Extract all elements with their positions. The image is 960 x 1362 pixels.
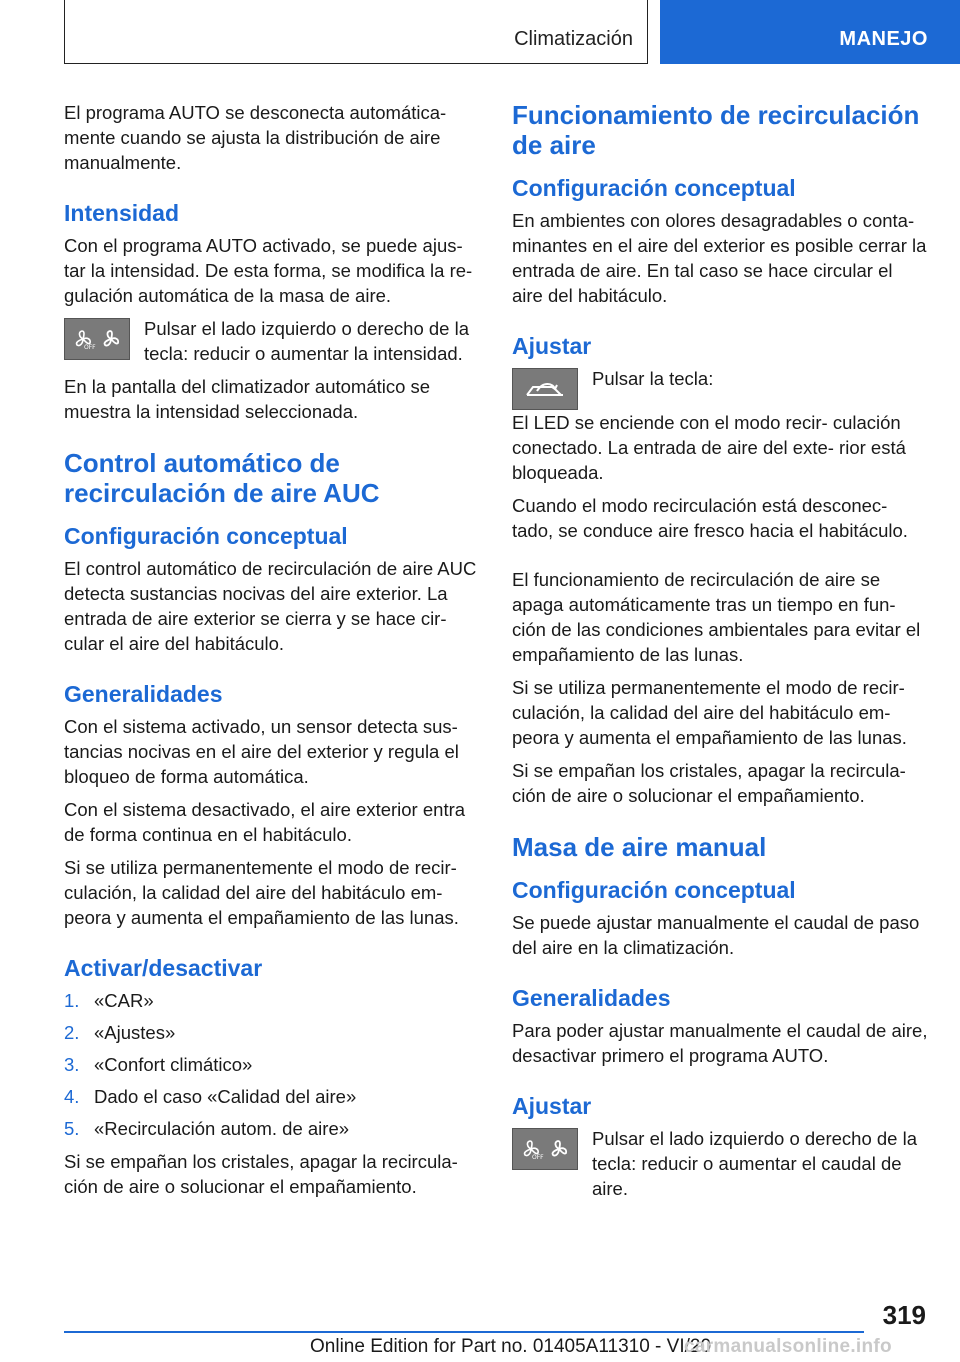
fan-intensity-button-icon	[64, 318, 130, 360]
svg-text:OFF: OFF	[84, 344, 96, 351]
masa-concept-paragraph: Se puede ajustar manualmente el caudal de paso del aire en la climatización.	[512, 912, 920, 958]
intensidad-icon-text: Pulsar el lado izquierdo o derecho de la tecla: reducir o aumentar la intensidad.	[144, 318, 469, 364]
step-number: 3.	[64, 1054, 80, 1075]
intensidad-display-paragraph: En la pantalla del climatizador automático se muestra la intensidad seleccionada.	[64, 376, 431, 422]
intensidad-paragraph: Con el programa AUTO activado, se puede ajus- tar la intensidad. De esta forma, se modifica la re- gulación automática de la masa de aire.	[64, 235, 473, 306]
ajustar-icon-line2: El LED se enciende con el modo recir- culación conectado. La entrada de aire del exte- rior está bloqueada.	[512, 412, 906, 483]
step-text: «CAR»	[94, 990, 154, 1011]
list-item	[64, 1084, 478, 1109]
chapter-tab-label: MANEJO	[839, 28, 928, 50]
activar-after-paragraph: Si se empañan los cristales, apagar la recircula- ción de aire o solucionar el empañamiento.	[64, 1151, 458, 1197]
recirc-heading: Funcionamiento de recirculación de aire	[512, 100, 920, 160]
step-text: «Ajustes»	[94, 1022, 176, 1043]
auc-concept-heading: Configuración conceptual	[64, 523, 348, 549]
generalidades-paragraph-2: Con el sistema desactivado, el aire exterior entra de forma continua en el habitáculo.	[64, 799, 466, 845]
section-title: Climatización	[514, 28, 633, 50]
ajustar-heading: Ajustar	[512, 333, 592, 359]
masa-generalidades-heading: Generalidades	[512, 985, 671, 1011]
step-text: Dado el caso «Calidad del aire»	[94, 1086, 357, 1107]
auc-concept-paragraph: El control automático de recirculación de aire AUC detecta sustancias nocivas del aire exterior. La entrada de aire exterior se cierra y se hace cir- cular el aire del habitáculo.	[64, 558, 477, 654]
recirc-concept-heading: Configuración conceptual	[512, 175, 796, 201]
car-recirculation-icon	[523, 377, 567, 401]
watermark: carmanualsonline.info	[684, 1336, 892, 1357]
step-number: 1.	[64, 990, 80, 1011]
footer-divider	[64, 1331, 864, 1333]
page-number: 319	[882, 1300, 926, 1330]
step-text: «Recirculación autom. de aire»	[94, 1118, 350, 1139]
generalidades-heading: Generalidades	[64, 681, 223, 707]
list-item	[64, 1052, 478, 1077]
generalidades-paragraph-1: Con el sistema activado, un sensor detecta sus- tancias nocivas en el aire del exterior y regula el bloqueo de forma automática.	[64, 716, 459, 787]
step-number: 4.	[64, 1086, 80, 1107]
ajustar-paragraph-2: Cuando el modo recirculación está desconec- tado, se conduce aire fresco hacia el habitáculo.	[512, 495, 908, 541]
recirculation-button-icon	[512, 368, 578, 410]
list-item	[64, 1020, 478, 1045]
recirc-icon-row	[512, 366, 928, 410]
step-text: «Confort climático»	[94, 1054, 253, 1075]
steps-list	[64, 988, 478, 1141]
step-number: 2.	[64, 1022, 80, 1043]
fan-icon	[100, 328, 122, 350]
list-item	[64, 988, 478, 1013]
ajustar-icon-line1: Pulsar la tecla:	[592, 368, 714, 389]
activar-heading: Activar/desactivar	[64, 955, 263, 981]
fan-off-icon	[72, 328, 94, 350]
fan-off-icon	[520, 1138, 542, 1160]
masa-icon-row	[512, 1126, 928, 1201]
recirc-concept-paragraph: En ambientes con olores desagradables o conta- minantes en el aire del exterior es posible cerrar la entrada de aire. En tal caso se hace circular el aire del habitáculo.	[512, 210, 927, 306]
intensidad-icon-row	[64, 316, 478, 366]
fan-icon	[548, 1138, 570, 1160]
recirc-paragraph-4: Si se utiliza permanentemente el modo de recir- culación, la calidad del aire del habitáculo em- peora y aumenta el empañamiento de las lunas.	[512, 677, 907, 748]
fan-intensity-button-icon	[512, 1128, 578, 1170]
recirc-paragraph-5: Si se empañan los cristales, apagar la recircula- ción de aire o solucionar el empañamiento.	[512, 760, 906, 806]
masa-ajustar-text: Pulsar el lado izquierdo o derecho de la tecla: reducir o aumentar el caudal de aire.	[592, 1128, 917, 1199]
masa-heading: Masa de aire manual	[512, 832, 767, 862]
footer-edition: Online Edition for Part no. 01405A11310 - VI/20	[310, 1336, 712, 1357]
masa-generalidades-paragraph: Para poder ajustar manualmente el caudal de aire, desactivar primero el programa AUTO.	[512, 1020, 928, 1066]
step-number: 5.	[64, 1118, 80, 1139]
chapter-tab[interactable]	[660, 0, 960, 64]
recirc-paragraph-3: El funcionamiento de recirculación de aire se apaga automáticamente tras un tiempo en fun- ción de las condiciones ambientales para evitar el empañamiento de las lunas.	[512, 569, 921, 665]
intro-paragraph: El programa AUTO se desconecta automática- mente cuando se ajusta la distribución de aire manualmente.	[64, 102, 447, 173]
masa-ajustar-heading: Ajustar	[512, 1093, 592, 1119]
header-section-box	[64, 0, 648, 64]
auc-heading: Control automático de recirculación de aire AUC	[64, 448, 380, 508]
svg-text:OFF: OFF	[532, 1154, 544, 1161]
intensidad-heading: Intensidad	[64, 200, 180, 226]
masa-concept-heading: Configuración conceptual	[512, 877, 796, 903]
list-item	[64, 1116, 478, 1141]
right-column	[512, 100, 928, 1209]
generalidades-paragraph-3: Si se utiliza permanentemente el modo de recir- culación, la calidad del aire del habitáculo em- peora y aumenta el empañamiento de las lunas.	[64, 857, 459, 928]
left-column	[64, 100, 478, 1207]
